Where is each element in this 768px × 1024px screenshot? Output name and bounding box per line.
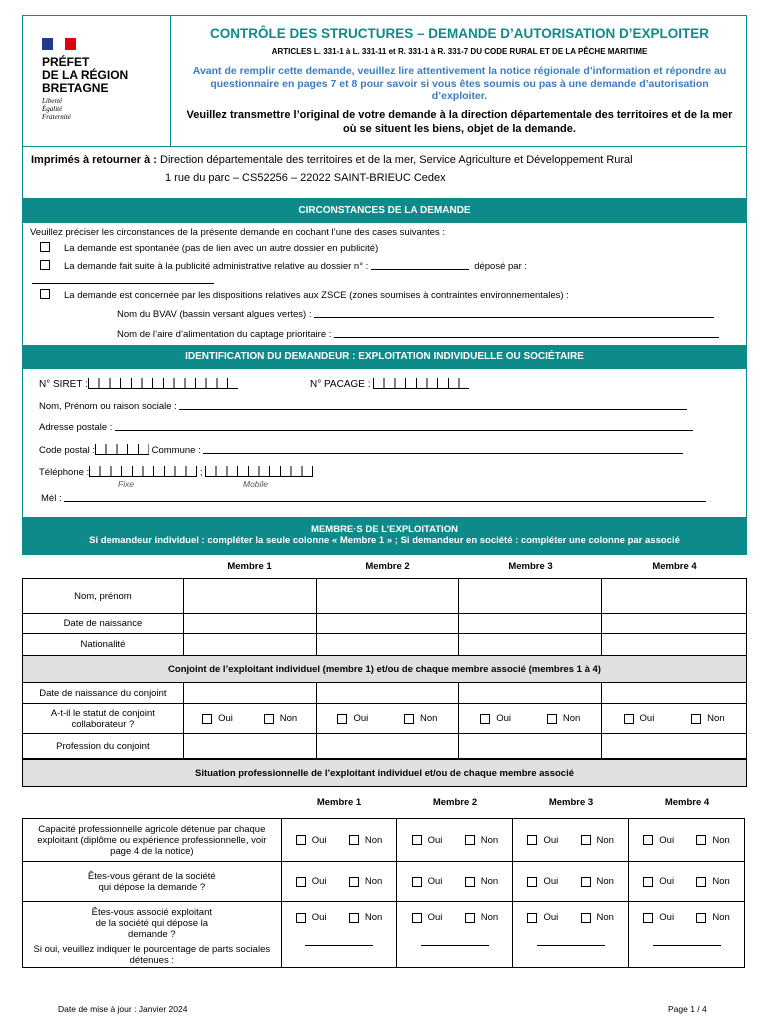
- bvav-field[interactable]: [314, 309, 714, 318]
- articles: ARTICLES L. 331-1 à L. 331-11 et R. 331-1 à R. 331-7 DU CODE RURAL ET DE LA PÊCHE MARITIME: [271, 47, 648, 56]
- collab-m1-oui[interactable]: [202, 714, 212, 724]
- spouse-birth-m1[interactable]: [183, 683, 316, 704]
- pct-m3-field[interactable]: [537, 937, 605, 946]
- oui-label: Oui: [543, 912, 559, 923]
- aire-label: Nom de l’aire d’alimentation du captage prioritaire :: [117, 329, 332, 340]
- non-label: Non: [420, 713, 438, 724]
- name-field[interactable]: [179, 401, 687, 410]
- non-label: Non: [596, 876, 614, 887]
- birth-m1[interactable]: [183, 614, 316, 634]
- members-heading-box: [22, 517, 747, 555]
- mgr-m2-non[interactable]: [465, 877, 475, 887]
- nat-m3[interactable]: [459, 634, 602, 656]
- circumstances-intro: Veuillez préciser les circonstances de la présente demande en cochant l’une des cases suivantes :: [30, 227, 446, 238]
- cap-m1-non[interactable]: [349, 835, 359, 845]
- non-label: Non: [707, 713, 725, 724]
- cap-m3-non[interactable]: [581, 835, 591, 845]
- oui-label: Oui: [427, 834, 443, 846]
- oui-label: Oui: [659, 876, 675, 887]
- return-line-1: [31, 154, 633, 166]
- name-m2[interactable]: [316, 579, 459, 614]
- opt-publicity[interactable]: [40, 260, 527, 272]
- prof-m4[interactable]: [602, 734, 747, 759]
- birth-m4[interactable]: [602, 614, 747, 634]
- deposited-by-label: déposé par :: [474, 261, 528, 272]
- row-label-collaborator: A-t-il le statut de conjoint collaborateur ?: [23, 704, 184, 734]
- pct-m2-field[interactable]: [421, 937, 489, 946]
- siret-field[interactable]: [88, 378, 238, 389]
- mgr-m3-non[interactable]: [581, 877, 591, 887]
- q-capacity: Capacité professionnelle agricole détenue par chaque exploitant (diplôme ou expérience professionnelle, voir page 4 de la notice): [23, 819, 282, 862]
- motto-2: Égalité: [42, 105, 63, 113]
- non-label: Non: [364, 912, 383, 923]
- spouse-heading: Conjoint de l’exploitant individuel (membre 1) et/ou de chaque membre associé (membres 1 à 4): [22, 655, 747, 683]
- assoc-m1-oui[interactable]: [296, 913, 306, 923]
- flag-icon: [42, 38, 76, 50]
- fixe-label: Fixe: [118, 479, 135, 489]
- situation-col-1: Membre 1: [316, 797, 362, 808]
- non-label: Non: [364, 834, 383, 846]
- mgr-m4-oui[interactable]: [643, 877, 653, 887]
- opt-publicity-label: La demande fait suite à la publicité administrative relative au dossier n° :: [64, 261, 371, 272]
- name-m1[interactable]: [183, 579, 316, 614]
- pacage-row: [310, 378, 469, 390]
- mobile-label: Mobile: [243, 479, 269, 489]
- collab-m3-oui[interactable]: [480, 714, 490, 724]
- non-label: Non: [712, 876, 730, 887]
- members-heading: MEMBRE·S DE L’EXPLOITATION: [311, 524, 458, 535]
- notice-text: Avant de remplir cette demande, veuillez lire attentivement la notice régionale d’information et répondre au questionnaire en pages 7 et 8 pour savoir si vous êtes soumis ou pas à une demande d’autorisation d’exploiter.: [192, 65, 727, 102]
- name-row: [39, 401, 687, 412]
- motto-1: Liberté: [42, 97, 63, 105]
- oui-label: Oui: [427, 876, 443, 887]
- opt-zsce-label: La demande est concernée par les dispositions relatives aux ZSCE (zones soumises à contraintes environnementales) :: [64, 290, 569, 301]
- collab-m4-oui[interactable]: [624, 714, 634, 724]
- checkbox-spontaneous[interactable]: [40, 242, 50, 252]
- postal-field[interactable]: [95, 444, 149, 455]
- collab-m2-oui[interactable]: [337, 714, 347, 724]
- phone-fixe-field[interactable]: [89, 466, 197, 477]
- oui-label: Oui: [311, 912, 327, 923]
- assoc-m4-oui[interactable]: [643, 913, 653, 923]
- non-label: Non: [480, 834, 499, 846]
- q-associate-cell: [23, 902, 282, 968]
- situation-col-3: Membre 3: [548, 797, 594, 808]
- oui-label: Oui: [543, 834, 559, 846]
- identification-heading: IDENTIFICATION DU DEMANDEUR : EXPLOITATION INDIVIDUELLE OU SOCIÉTAIRE: [22, 345, 747, 369]
- phone-mobile-field[interactable]: [205, 466, 313, 477]
- spouse-table: [22, 682, 747, 759]
- assoc-m1-non[interactable]: [349, 913, 359, 923]
- cap-m3-oui[interactable]: [527, 835, 537, 845]
- transmit-text: Veuillez transmettre l’original de votre demande à la direction départementale des territoires et de la mer où se situent les biens, objet de la demande.: [186, 109, 733, 135]
- logo-line-2: DE LA RÉGION: [42, 68, 129, 82]
- pacage-field[interactable]: [373, 378, 469, 389]
- nat-m2[interactable]: [316, 634, 459, 656]
- members-col-4: Membre 4: [652, 561, 697, 572]
- non-label: Non: [480, 876, 499, 887]
- mail-row: [41, 493, 706, 504]
- aire-row: [117, 329, 719, 340]
- logo-line-1: PRÉFET: [42, 55, 90, 69]
- name-m4[interactable]: [602, 579, 747, 614]
- oui-label: Oui: [639, 713, 655, 724]
- situation-table: [22, 818, 745, 968]
- siret-row: [39, 378, 238, 390]
- non-label: Non: [712, 834, 730, 846]
- assoc-m3-non[interactable]: [581, 913, 591, 923]
- oui-label: Oui: [218, 713, 233, 724]
- non-label: Non: [279, 713, 298, 724]
- collab-m2-non[interactable]: [404, 714, 414, 724]
- return-address-2: 1 rue du parc – CS52256 – 22022 SAINT-BRIEUC Cedex: [165, 172, 446, 184]
- oui-label: Oui: [496, 713, 512, 724]
- oui-label: Oui: [311, 834, 327, 846]
- situation-heading: Situation professionnelle de l’exploitant individuel et/ou de chaque membre associé: [22, 759, 747, 787]
- oui-label: Oui: [427, 912, 443, 923]
- aire-field[interactable]: [334, 329, 719, 338]
- members-col-3: Membre 3: [508, 561, 553, 572]
- assoc-m3-oui[interactable]: [527, 913, 537, 923]
- oui-label: Oui: [659, 912, 675, 923]
- spouse-birth-m3[interactable]: [459, 683, 602, 704]
- members-subheading: Si demandeur individuel : compléter la seule colonne « Membre 1 » ; Si demandeur en société : compléter une colonne par associé: [89, 535, 680, 546]
- commune-field[interactable]: [203, 445, 683, 454]
- address-field[interactable]: [115, 422, 693, 431]
- mgr-m2-oui[interactable]: [412, 877, 422, 887]
- non-label: Non: [364, 876, 383, 887]
- members-table: [22, 578, 747, 656]
- row-label-nationality: Nationalité: [23, 634, 184, 656]
- spouse-birth-m2[interactable]: [316, 683, 459, 704]
- cap-m1-oui[interactable]: [296, 835, 306, 845]
- oui-label: Oui: [311, 876, 327, 887]
- dossier-number-field[interactable]: [371, 261, 469, 270]
- nat-m4[interactable]: [602, 634, 747, 656]
- row-label-name: Nom, prénom: [23, 579, 184, 614]
- opt-spontaneous-label: La demande est spontanée (pas de lien avec un autre dossier en publicité): [64, 243, 379, 254]
- prof-m1[interactable]: [183, 734, 316, 759]
- oui-label: Oui: [659, 834, 675, 846]
- bvav-row: [117, 309, 714, 320]
- collab-m1-non[interactable]: [264, 714, 274, 724]
- address-label: Adresse postale :: [39, 422, 113, 433]
- checkbox-zsce[interactable]: [40, 289, 50, 299]
- assoc-m4-non[interactable]: [696, 913, 706, 923]
- situation-col-4: Membre 4: [664, 797, 710, 808]
- phone-row: Téléphone : ;: [39, 466, 313, 478]
- q-percentage: Si oui, veuillez indiquer le pourcentage de parts sociales détenues :: [33, 944, 271, 966]
- postal-row: [39, 444, 683, 456]
- circumstances-heading: CIRCONSTANCES DE LA DEMANDE: [22, 199, 747, 223]
- header-divider: [170, 15, 171, 147]
- pct-m4-field[interactable]: [653, 937, 721, 946]
- prof-m2[interactable]: [316, 734, 459, 759]
- cap-m2-non[interactable]: [465, 835, 475, 845]
- members-col-1: Membre 1: [227, 561, 272, 572]
- checkbox-publicity[interactable]: [40, 260, 50, 270]
- non-label: Non: [712, 912, 730, 923]
- collab-m3-non[interactable]: [547, 714, 557, 724]
- non-label: Non: [596, 912, 614, 923]
- nat-m1[interactable]: [183, 634, 316, 656]
- footer-page: Page 1 / 4: [668, 1004, 707, 1014]
- cap-m4-non[interactable]: [696, 835, 706, 845]
- logo-block: [30, 24, 160, 134]
- row-label-profession: Profession du conjoint: [23, 734, 184, 759]
- address-row: [39, 422, 693, 433]
- return-address-1: Direction départementale des territoires et de la mer, Service Agriculture et Développement Rural: [160, 154, 633, 166]
- postal-label: Code postal :: [39, 445, 95, 456]
- mgr-m4-non[interactable]: [696, 877, 706, 887]
- cap-m2-oui[interactable]: [412, 835, 422, 845]
- non-label: Non: [480, 912, 499, 923]
- return-label: Imprimés à retourner à :: [31, 154, 157, 166]
- name-label: Nom, Prénom ou raison sociale :: [39, 401, 177, 412]
- cap-m4-oui[interactable]: [643, 835, 653, 845]
- situation-col-2: Membre 2: [432, 797, 478, 808]
- prof-m3[interactable]: [459, 734, 602, 759]
- footer-date: Date de mise à jour : Janvier 2024: [58, 1004, 188, 1014]
- pct-m1-field[interactable]: [305, 937, 373, 946]
- non-label: Non: [562, 713, 581, 724]
- birth-m3[interactable]: [459, 614, 602, 634]
- mail-label: Mél :: [41, 493, 62, 504]
- page-title: CONTRÔLE DES STRUCTURES – DEMANDE D’AUTORISATION D’EXPLOITER: [209, 26, 710, 41]
- oui-label: Oui: [353, 713, 369, 724]
- mgr-m3-oui[interactable]: [527, 877, 537, 887]
- deposited-by-field[interactable]: [32, 275, 214, 284]
- opt-spontaneous[interactable]: [40, 242, 378, 254]
- row-label-spouse-birth: Date de naissance du conjoint: [23, 683, 184, 704]
- q-manager: Êtes-vous gérant de la société qui dépose la demande ?: [23, 862, 282, 902]
- phone-label: Téléphone :: [39, 467, 90, 478]
- birth-m2[interactable]: [316, 614, 459, 634]
- name-m3[interactable]: [459, 579, 602, 614]
- mgr-m1-non[interactable]: [349, 877, 359, 887]
- non-label: Non: [596, 834, 614, 846]
- collab-m4-non[interactable]: [691, 714, 701, 724]
- members-col-2: Membre 2: [365, 561, 410, 572]
- pacage-label: N° PACAGE :: [310, 379, 371, 390]
- assoc-m2-non[interactable]: [465, 913, 475, 923]
- assoc-m2-oui[interactable]: [412, 913, 422, 923]
- motto-3: Fraternité: [42, 113, 71, 121]
- q-associate: Êtes-vous associé exploitant de la société qui dépose la demande ?: [91, 907, 213, 940]
- commune-label: Commune :: [151, 445, 201, 456]
- bvav-label: Nom du BVAV (bassin versant algues vertes) :: [117, 309, 312, 320]
- mail-field[interactable]: [64, 493, 706, 502]
- oui-label: Oui: [543, 876, 559, 887]
- mgr-m1-oui[interactable]: [296, 877, 306, 887]
- spouse-birth-m4[interactable]: [602, 683, 747, 704]
- siret-label: N° SIRET :: [39, 379, 88, 390]
- row-label-birth: Date de naissance: [23, 614, 184, 634]
- opt-zsce[interactable]: [40, 289, 569, 301]
- logo-line-3: BRETAGNE: [42, 81, 109, 95]
